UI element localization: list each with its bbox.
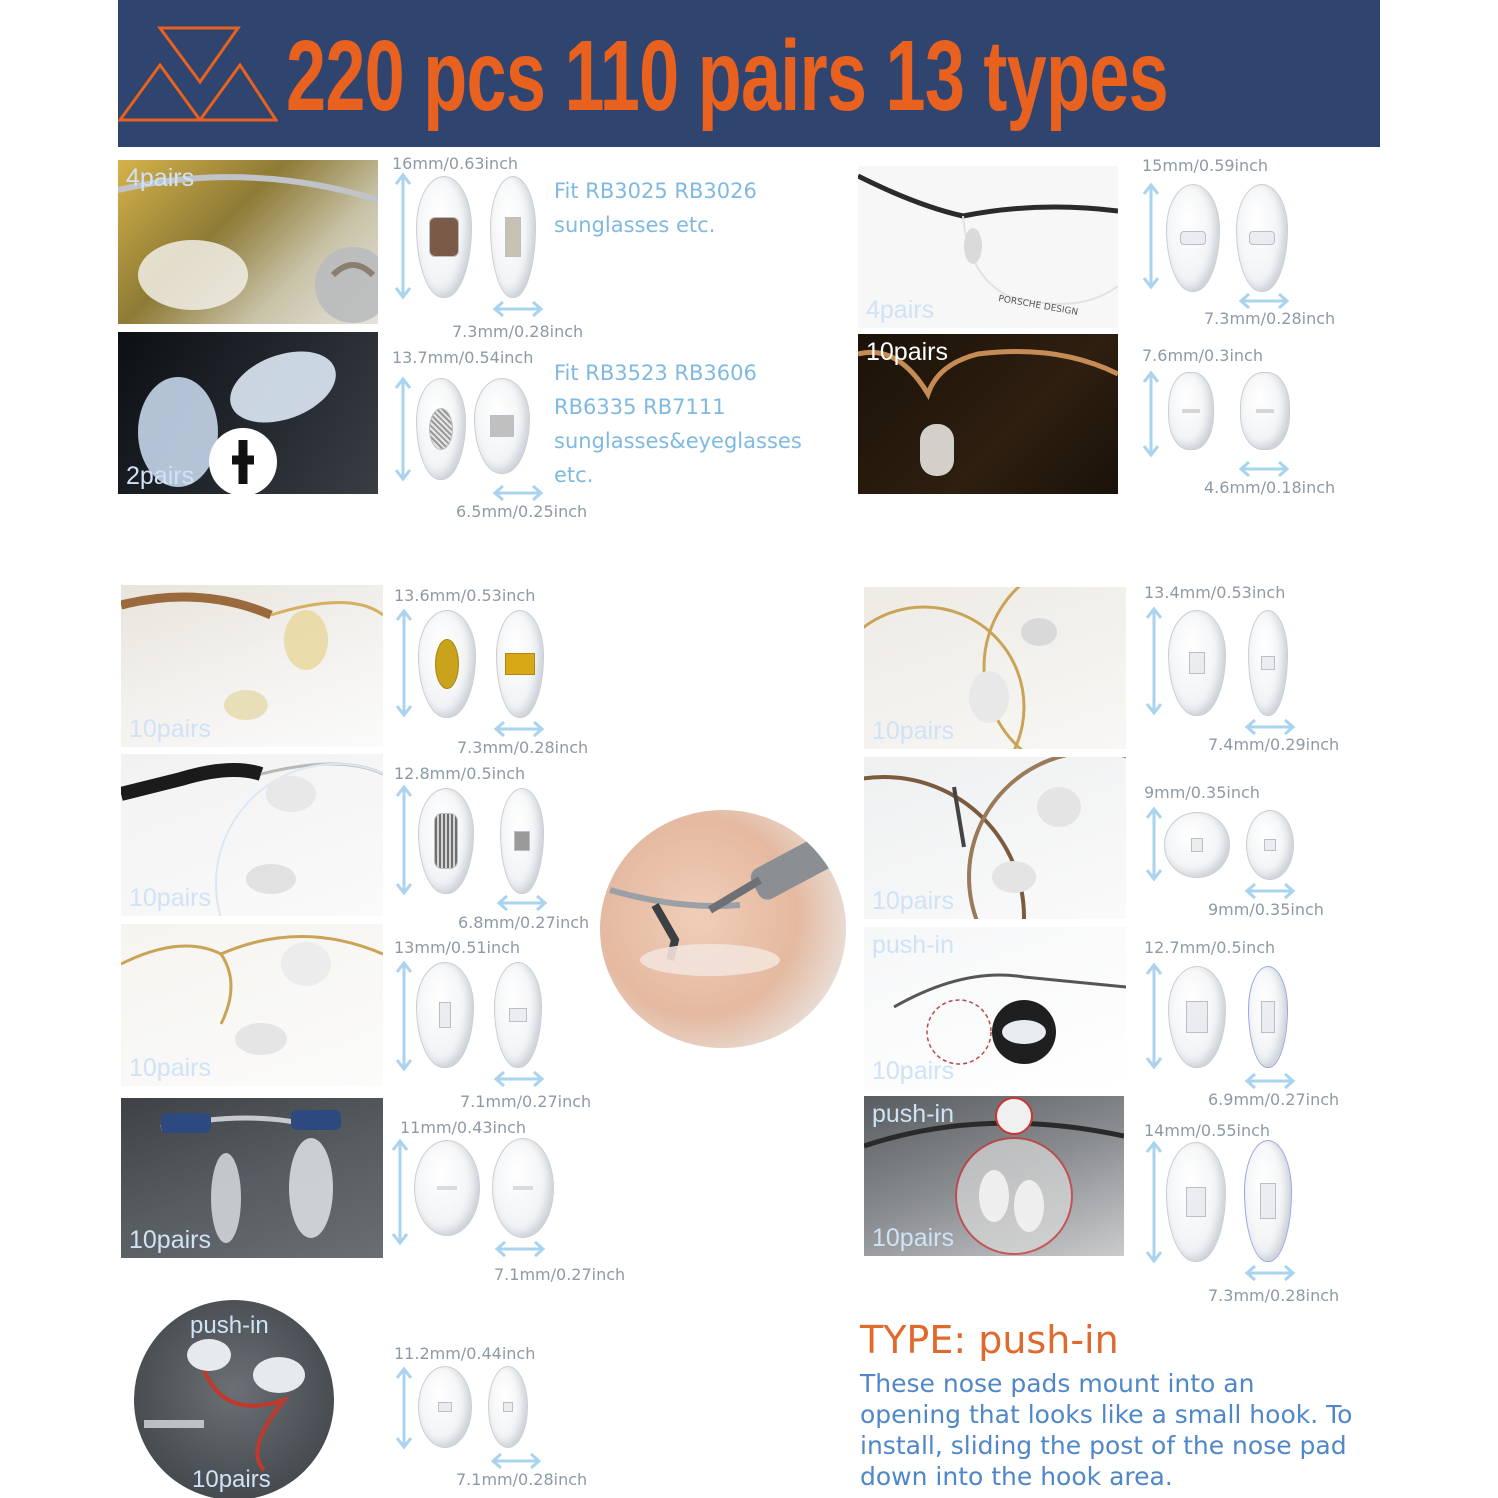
pairs-label: 10pairs xyxy=(866,338,948,366)
height-label: 12.8mm/0.5inch xyxy=(394,764,526,783)
horizontal-arrow-icon xyxy=(1244,718,1296,736)
vertical-arrow-icon xyxy=(1144,962,1164,1070)
vertical-arrow-icon xyxy=(394,784,414,896)
pairs-label: 10pairs xyxy=(129,884,211,912)
pairs-label: 10pairs xyxy=(872,1224,954,1252)
width-label: 7.1mm/0.27inch xyxy=(460,1092,592,1111)
nose-pad-front xyxy=(1168,966,1226,1068)
nose-pad-front xyxy=(418,610,476,718)
fit-note-line: Fit RB3025 RB3026 xyxy=(554,179,757,203)
horizontal-arrow-icon xyxy=(1244,1264,1296,1282)
installation-closeup-photo xyxy=(600,810,846,1048)
horizontal-arrow-icon xyxy=(496,894,548,912)
pairs-label: 4pairs xyxy=(126,164,195,192)
header-banner xyxy=(118,0,1380,147)
height-label: 14mm/0.55inch xyxy=(1144,1121,1271,1140)
push-in-tag: push-in xyxy=(872,1100,954,1128)
product-photo-3 xyxy=(858,166,1118,328)
horizontal-arrow-icon xyxy=(493,720,545,738)
height-label: 13.7mm/0.54inch xyxy=(392,348,534,367)
product-photo-4 xyxy=(858,334,1118,494)
product-photo-1 xyxy=(118,160,378,324)
width-label: 7.3mm/0.28inch xyxy=(452,322,584,341)
nose-pad-side xyxy=(1236,184,1288,292)
nose-pad-front xyxy=(1168,610,1226,716)
height-label: 13.6mm/0.53inch xyxy=(394,586,536,605)
pairs-label: 4pairs xyxy=(866,296,935,324)
pairs-label: 10pairs xyxy=(129,1054,211,1082)
push-in-tag: push-in xyxy=(190,1312,269,1339)
horizontal-arrow-icon xyxy=(492,484,544,502)
svg-text:PORSCHE DESIGN: PORSCHE DESIGN xyxy=(997,294,1079,318)
nose-pad-front xyxy=(1168,372,1214,450)
pairs-label: 10pairs xyxy=(129,1226,211,1254)
push-in-tag: push-in xyxy=(872,931,954,959)
width-label: 6.9mm/0.27inch xyxy=(1208,1090,1340,1109)
nose-pad-front xyxy=(416,962,474,1068)
product-photo-5 xyxy=(121,585,383,747)
pairs-label: 10pairs xyxy=(192,1466,271,1493)
nose-pad-front xyxy=(416,378,466,480)
nose-pad-front xyxy=(414,1140,480,1236)
vertical-arrow-icon xyxy=(394,1366,414,1450)
width-label: 7.3mm/0.28inch xyxy=(1208,1286,1340,1305)
type-title: TYPE: push-in xyxy=(860,1318,1119,1362)
fit-note-line: Fit RB3523 RB3606 xyxy=(554,361,757,385)
vertical-arrow-icon xyxy=(1141,182,1161,290)
triangle-logo-icon xyxy=(118,20,278,125)
pairs-label: 10pairs xyxy=(872,1057,954,1085)
nose-pad-side xyxy=(1244,1140,1292,1262)
product-photo-12 xyxy=(864,1096,1124,1256)
height-label: 9mm/0.35inch xyxy=(1144,783,1260,802)
product-photo-6 xyxy=(121,754,383,916)
vertical-arrow-icon xyxy=(394,608,414,718)
width-label: 7.1mm/0.28inch xyxy=(456,1470,588,1489)
product-photo-10 xyxy=(864,757,1126,919)
fit-note-line: sunglasses etc. xyxy=(554,213,716,237)
fit-note-line: etc. xyxy=(554,463,594,487)
vertical-arrow-icon xyxy=(394,960,414,1072)
vertical-arrow-icon xyxy=(393,376,413,482)
nose-pad-front xyxy=(1166,184,1220,292)
nose-pad-front xyxy=(416,176,472,298)
nose-pad-side xyxy=(496,610,544,718)
width-label: 4.6mm/0.18inch xyxy=(1204,478,1336,497)
vertical-arrow-icon xyxy=(1144,806,1164,882)
horizontal-arrow-icon xyxy=(493,1070,545,1088)
fit-note-2 xyxy=(554,356,802,492)
vertical-arrow-icon xyxy=(390,1138,410,1246)
nose-pad-front xyxy=(1166,1142,1226,1262)
screwdriver-illustration xyxy=(600,810,846,1048)
width-label: 9mm/0.35inch xyxy=(1208,900,1324,919)
height-label: 13mm/0.51inch xyxy=(394,938,521,957)
width-label: 7.3mm/0.28inch xyxy=(457,738,589,757)
width-label: 7.1mm/0.27inch xyxy=(494,1265,626,1284)
width-label: 7.3mm/0.28inch xyxy=(1204,309,1336,328)
horizontal-arrow-icon xyxy=(1238,292,1290,310)
type-description: These nose pads mount into an opening that looks like a small hook. To install, sliding the post of the nose pad down into the hook area. xyxy=(860,1369,1353,1491)
nose-pad-side xyxy=(494,962,542,1068)
horizontal-arrow-icon xyxy=(1244,1072,1296,1090)
banner-title: 220 pcs 110 pairs 13 types xyxy=(286,20,1168,132)
nose-pad-side xyxy=(490,176,536,298)
width-label: 6.5mm/0.25inch xyxy=(456,502,588,521)
nose-pad-side xyxy=(1248,966,1288,1068)
pairs-label: 10pairs xyxy=(129,715,211,743)
vertical-arrow-icon xyxy=(393,172,413,300)
horizontal-arrow-icon xyxy=(1244,882,1296,900)
fit-note-line: RB6335 RB7111 xyxy=(554,395,726,419)
vertical-arrow-icon xyxy=(1144,606,1164,716)
nose-pad-side xyxy=(1248,610,1288,716)
vertical-arrow-icon xyxy=(1141,370,1161,458)
vertical-arrow-icon xyxy=(1144,1140,1164,1264)
height-label: 7.6mm/0.3inch xyxy=(1142,346,1263,365)
horizontal-arrow-icon xyxy=(494,1240,546,1258)
height-label: 12.7mm/0.5inch xyxy=(1144,938,1276,957)
nose-pad-side xyxy=(500,788,544,894)
nose-pad-front xyxy=(1164,812,1230,878)
nose-pad-side xyxy=(1246,810,1294,880)
nose-pad-front xyxy=(418,788,474,894)
nose-pad-side xyxy=(474,378,530,474)
height-label: 11.2mm/0.44inch xyxy=(394,1344,536,1363)
height-label: 16mm/0.63inch xyxy=(392,154,519,173)
fit-note-line: sunglasses&eyeglasses xyxy=(554,429,802,453)
pairs-label: 2pairs xyxy=(126,462,195,490)
width-label: 6.8mm/0.27inch xyxy=(458,913,590,932)
height-label: 15mm/0.59inch xyxy=(1142,156,1269,175)
nose-pad-side xyxy=(1240,372,1290,450)
horizontal-arrow-icon xyxy=(492,300,544,318)
product-photo-9 xyxy=(864,587,1126,749)
nose-pad-side xyxy=(488,1366,528,1448)
pairs-label: 10pairs xyxy=(872,717,954,745)
horizontal-arrow-icon xyxy=(490,1452,542,1470)
width-label: 7.4mm/0.29inch xyxy=(1208,735,1340,754)
product-photo-13 xyxy=(134,1300,334,1498)
height-label: 13.4mm/0.53inch xyxy=(1144,583,1286,602)
product-photo-2 xyxy=(118,332,378,494)
nose-pad-side xyxy=(492,1138,554,1238)
nose-pad-front xyxy=(418,1366,472,1448)
product-photo-7 xyxy=(121,924,383,1086)
pairs-label: 10pairs xyxy=(872,887,954,915)
product-photo-11 xyxy=(864,927,1126,1089)
product-photo-8 xyxy=(121,1098,383,1258)
fit-note-1 xyxy=(554,174,757,242)
horizontal-arrow-icon xyxy=(1238,460,1290,478)
height-label: 11mm/0.43inch xyxy=(400,1118,527,1137)
